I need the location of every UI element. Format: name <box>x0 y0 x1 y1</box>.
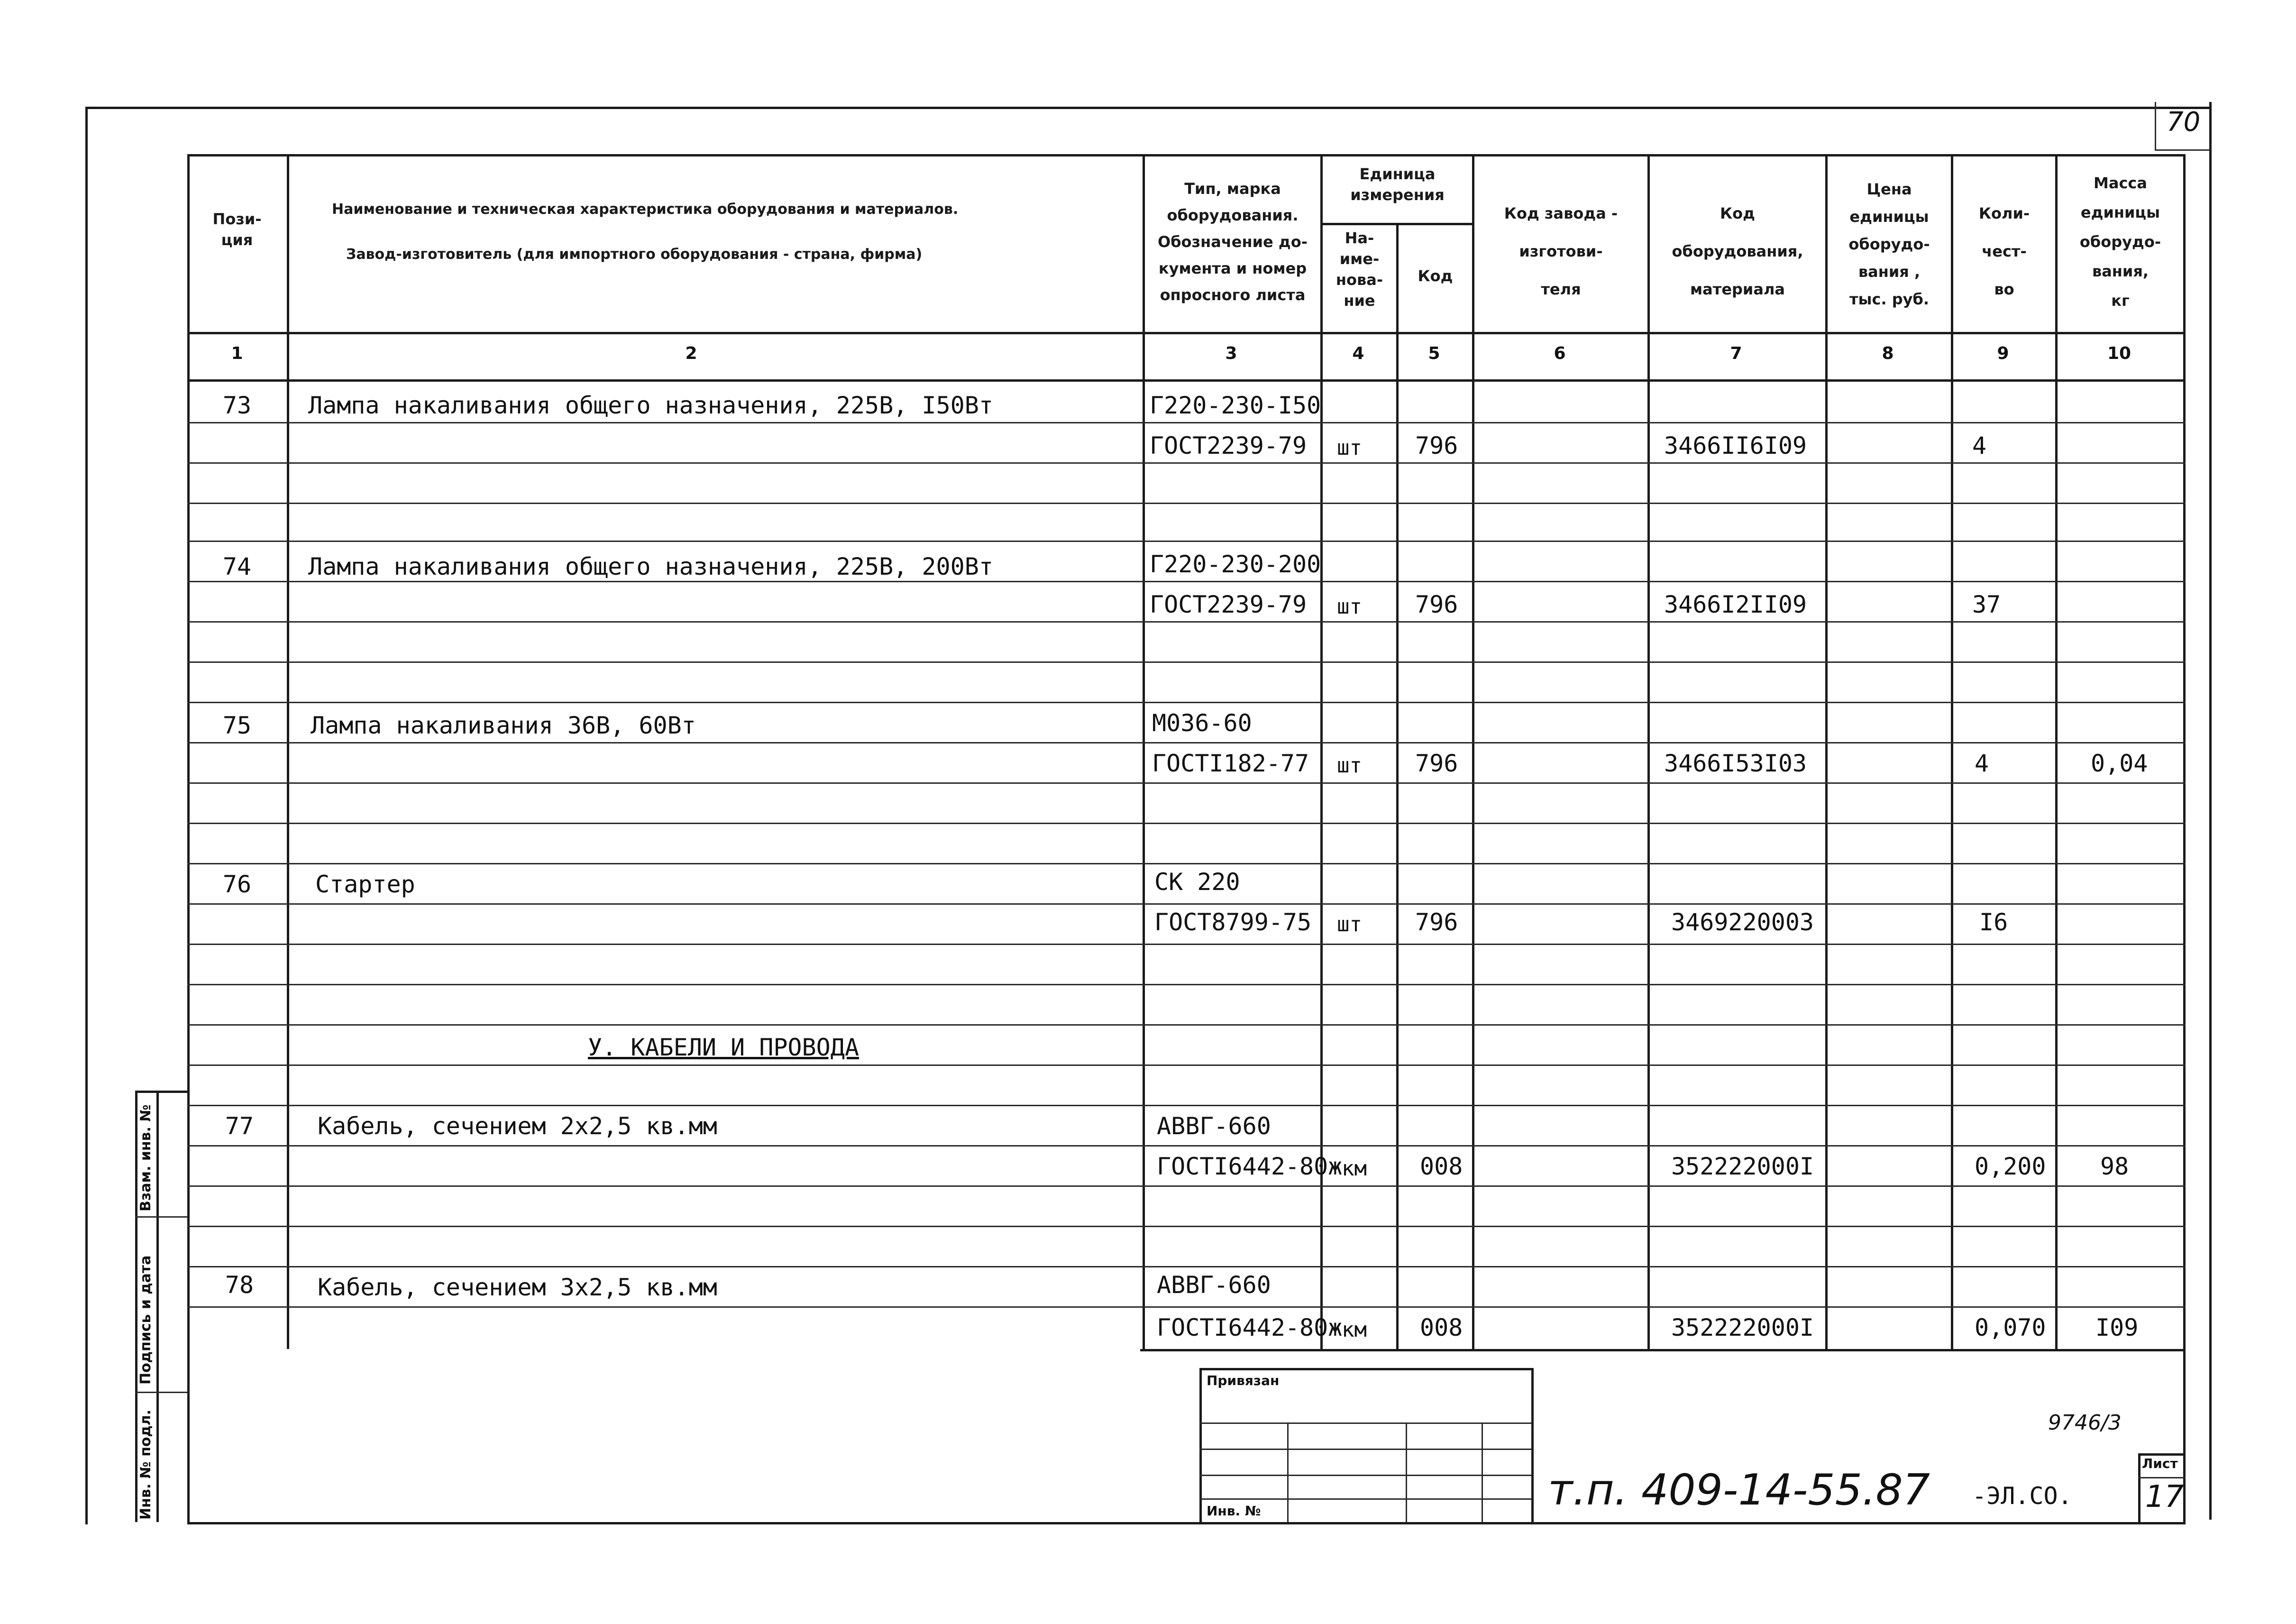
side-strip-div <box>135 1216 187 1218</box>
header-equip-code: Код оборудования, материала <box>1672 204 1803 298</box>
colnum-6: 6 <box>1554 344 1566 363</box>
item-mass: I09 <box>2095 1314 2139 1341</box>
header-name-line2: Завод-изготовитель (для импортного оборудования - страна, фирма) <box>346 246 923 263</box>
item-doc: ГОСТ8799-75 <box>1154 908 1312 936</box>
colnum-bottom <box>187 379 2186 382</box>
item-code: 3466I53I03 <box>1664 750 1807 777</box>
item-unit: км <box>1342 1318 1367 1342</box>
unit-subheader-line <box>1320 223 1472 225</box>
item-doc: ГОСТ2239-79 <box>1150 432 1307 459</box>
item-unit: шт <box>1337 595 1362 619</box>
header-bottom <box>187 332 2186 334</box>
header-pos: Пози- ция <box>212 210 262 249</box>
colnum-1: 1 <box>231 344 243 363</box>
side-strip-mid <box>156 1091 159 1522</box>
item-pos: 73 <box>222 392 252 419</box>
row-line <box>187 702 2186 703</box>
sheet-label: Лист <box>2142 1456 2178 1471</box>
item-unit-code: 796 <box>1415 750 1458 777</box>
item-unit-code: 796 <box>1415 432 1458 459</box>
item-unit-code: 796 <box>1415 908 1458 936</box>
colnum-2: 2 <box>685 344 697 363</box>
item-code: 352222000I <box>1671 1314 1814 1341</box>
item-pos: 75 <box>222 712 252 739</box>
item-qty: 4 <box>1975 750 1989 777</box>
table-right <box>2183 154 2186 1522</box>
section-title: У. КАБЕЛИ И ПРОВОДА <box>588 1034 859 1061</box>
header-mass: Масса единицы оборудо- вания, кг <box>2079 174 2161 310</box>
frame-right <box>2209 102 2212 1520</box>
page-bottom <box>187 1522 2186 1524</box>
item-unit: км <box>1342 1156 1367 1181</box>
header-name-line1: Наименование и техническая характеристика оборудования и материалов. <box>332 201 959 218</box>
item-unit: шт <box>1337 436 1362 460</box>
stamp-col <box>1406 1422 1407 1522</box>
item-unit-code: 008 <box>1420 1314 1463 1341</box>
item-type: АВВГ-660 <box>1157 1112 1271 1140</box>
row-line <box>187 503 2186 504</box>
table-top <box>187 154 2186 156</box>
row-line <box>187 742 2186 743</box>
item-mass: 0,04 <box>2091 750 2148 777</box>
doc-suffix: -ЭЛ.СО. <box>1972 1482 2072 1510</box>
row-line <box>187 823 2186 824</box>
row-line <box>187 984 2186 985</box>
header-qty: Коли- чест- во <box>1978 204 2030 298</box>
sheet-number: 17 <box>2145 1479 2184 1514</box>
item-pos: 76 <box>222 871 252 898</box>
row-line <box>187 1266 2186 1267</box>
row-line <box>187 1024 2186 1026</box>
colnum-10: 10 <box>2107 344 2131 363</box>
side-strip-div <box>135 1392 187 1393</box>
col-div-2 <box>1143 154 1145 1349</box>
item-name: Кабель, сечением 3х2,5 кв.мм <box>318 1274 717 1301</box>
item-qty: 37 <box>1972 591 2001 618</box>
stamp-col <box>1482 1422 1483 1522</box>
item-name: Лампа накаливания общего назначения, 225В, 200Вт <box>308 553 993 580</box>
item-pos: 77 <box>225 1112 254 1140</box>
item-qty: 0,070 <box>1975 1314 2046 1341</box>
header-unit-name: На- име- нова- ние <box>1336 229 1383 310</box>
colnum-4: 4 <box>1352 344 1364 363</box>
item-name: Лампа накаливания 36В, 60Вт <box>311 712 696 739</box>
colnum-3: 3 <box>1225 344 1237 363</box>
item-type: М036-60 <box>1152 709 1252 737</box>
header-type: Тип, марка оборудования. Обозначение до- кумента и номер опросного листа <box>1158 180 1308 304</box>
table-bottom <box>1140 1349 2186 1351</box>
header-unit: Единица измерения <box>1350 165 1445 204</box>
row-line <box>187 541 2186 542</box>
row-line <box>187 903 2186 905</box>
colnum-5: 5 <box>1428 344 1440 363</box>
row-line <box>187 944 2186 945</box>
row-line <box>187 621 2186 623</box>
table-left <box>187 154 190 1522</box>
header-factory-code: Код завода - изготови- теля <box>1504 204 1618 298</box>
sheet-box-div <box>2138 1477 2186 1478</box>
col-div-6 <box>1647 154 1650 1349</box>
order-number: 9746/3 <box>2048 1411 2122 1435</box>
corner-box-left <box>2155 102 2156 149</box>
corner-box-bottom <box>2155 149 2209 151</box>
sheet-box-left <box>2138 1453 2140 1522</box>
item-type: СК 220 <box>1154 868 1240 896</box>
item-doc: ГОСТI6442-80ж <box>1157 1153 1343 1180</box>
item-type: АВВГ-660 <box>1157 1271 1271 1299</box>
item-qty: I6 <box>1979 908 2008 936</box>
item-name: Лампа накаливания общего назначения, 225В, I50Вт <box>308 392 993 419</box>
colnum-8: 8 <box>1882 344 1894 363</box>
doc-code: т.п. 409-14-55.87 <box>1548 1465 1930 1515</box>
item-code: 3466I2II09 <box>1664 591 1807 618</box>
stamp-right <box>1531 1368 1534 1522</box>
frame-top <box>85 107 2209 109</box>
row-line <box>187 581 2186 582</box>
item-type: Г220-230-200 <box>1150 551 1321 578</box>
stamp-privyazan: Привязан <box>1207 1373 1280 1388</box>
row-line <box>187 782 2186 784</box>
row-line <box>187 1145 2186 1147</box>
item-unit: шт <box>1337 912 1362 936</box>
item-mass: 98 <box>2100 1153 2129 1180</box>
row-line <box>187 422 2186 423</box>
col-div-8 <box>1951 154 1953 1349</box>
side-label-inv: Инв. № подл. <box>137 1409 154 1520</box>
item-qty: 0,200 <box>1975 1153 2046 1180</box>
side-strip-top <box>135 1091 187 1093</box>
col-div-5 <box>1472 154 1474 1349</box>
row-line <box>187 1105 2186 1106</box>
item-unit: шт <box>1337 753 1362 778</box>
item-doc: ГОСТI6442-80ж <box>1157 1314 1343 1341</box>
row-line <box>187 1226 2186 1227</box>
item-type: Г220-230-I50 <box>1150 392 1321 419</box>
item-name: Стартер <box>315 871 415 898</box>
row-line <box>187 1306 2186 1308</box>
corner-number: 70 <box>2167 107 2201 138</box>
stamp-col <box>1287 1422 1289 1522</box>
frame-left <box>85 107 88 1524</box>
item-qty: 4 <box>1972 432 1987 459</box>
side-label-vzam: Взам. инв. № <box>137 1104 154 1211</box>
item-unit-code: 796 <box>1415 591 1458 618</box>
header-unit-code: Код <box>1418 267 1453 285</box>
item-doc: ГОСТI182-77 <box>1152 750 1309 777</box>
item-doc: ГОСТ2239-79 <box>1150 591 1307 618</box>
item-pos: 74 <box>222 553 252 580</box>
col-div-4 <box>1396 223 1399 1349</box>
item-unit-code: 008 <box>1420 1153 1463 1180</box>
stamp-inv-no: Инв. № <box>1207 1503 1261 1519</box>
stamp-top <box>1199 1368 1531 1370</box>
col-div-9 <box>2055 154 2058 1349</box>
row-line <box>187 1185 2186 1187</box>
item-pos: 78 <box>225 1271 254 1299</box>
row-line <box>187 863 2186 864</box>
item-name: Кабель, сечением 2х2,5 кв.мм <box>318 1112 717 1140</box>
header-price: Цена единицы оборудо- вания , тыс. руб. <box>1848 180 1930 308</box>
row-line <box>187 1064 2186 1066</box>
row-line <box>187 462 2186 464</box>
col-div-7 <box>1825 154 1828 1349</box>
row-line <box>187 661 2186 663</box>
side-label-sign: Подпись и дата <box>137 1255 154 1385</box>
item-code: 352222000I <box>1671 1153 1814 1180</box>
colnum-9: 9 <box>1997 344 2009 363</box>
item-code: 3466II6I09 <box>1664 432 1807 459</box>
col-div-1 <box>287 154 289 1349</box>
colnum-7: 7 <box>1730 344 1742 363</box>
item-code: 3469220003 <box>1671 908 1814 936</box>
